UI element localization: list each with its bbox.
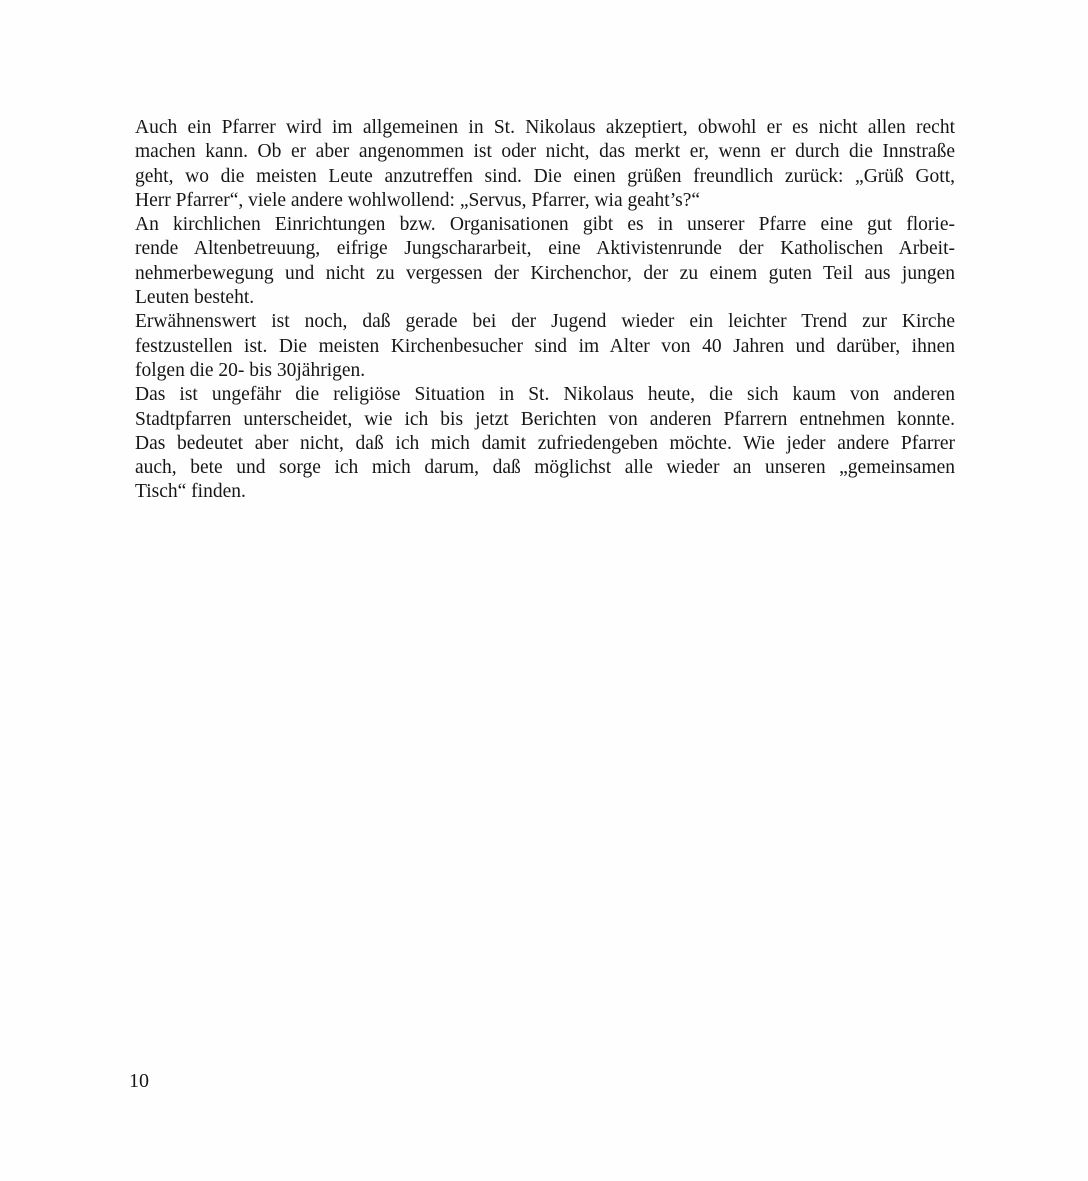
text-line: Das bedeutet aber nicht, daß ich mich damit zufriedengeben möchte. Wie jeder andere Pfarrer (135, 432, 955, 454)
text-line: folgen die 20- bis 30jährigen. (135, 359, 366, 381)
text-line: Auch ein Pfarrer wird im allgemeinen in St. Nikolaus akzeptiert, obwohl er es nicht allen recht (135, 117, 955, 138)
paragraph (135, 213, 955, 310)
paragraph (135, 383, 955, 504)
paragraph (135, 116, 955, 213)
text-line: Tisch“ finden. (135, 481, 246, 503)
text-line: Stadtpfarren unterscheidet, wie ich bis jetzt Berichten von anderen Pfarrern entnehmen konnte. (135, 408, 955, 430)
text-line: rende Altenbetreuung, eifrige Jungschararbeit, eine Aktivistenrunde der Katholischen Arbeit- (135, 238, 955, 260)
text-line: auch, bete und sorge ich mich darum, daß möglichst alle wieder an unseren „gemeinsamen (135, 457, 955, 479)
paragraph (135, 310, 955, 383)
body-text (135, 116, 955, 505)
text-line: Das ist ungefähr die religiöse Situation in St. Nikolaus heute, die sich kaum von anderen (135, 384, 955, 406)
text-line: festzustellen ist. Die meisten Kirchenbesucher sind im Alter von 40 Jahren und darüber, ihnen (135, 335, 955, 357)
page-number: 10 (129, 1070, 149, 1092)
text-line: nehmerbewegung und nicht zu vergessen der Kirchenchor, der zu einem guten Teil aus jungen (135, 262, 955, 284)
text-line: Herr Pfarrer“, viele andere wohlwollend: „Servus, Pfarrer, wia geaht’s?“ (135, 189, 701, 211)
text-line: An kirchlichen Einrichtungen bzw. Organisationen gibt es in unserer Pfarre eine gut florie- (135, 214, 955, 236)
text-line: geht, wo die meisten Leute anzutreffen sind. Die einen grüßen freundlich zurück: „Grüß Gott, (135, 165, 955, 187)
text-line: Leuten besteht. (135, 287, 255, 309)
text-line: Erwähnenswert ist noch, daß gerade bei der Jugend wieder ein leichter Trend zur Kirche (135, 311, 955, 333)
text-line: machen kann. Ob er aber angenommen ist oder nicht, das merkt er, wenn er durch die Innstraße (135, 141, 955, 163)
